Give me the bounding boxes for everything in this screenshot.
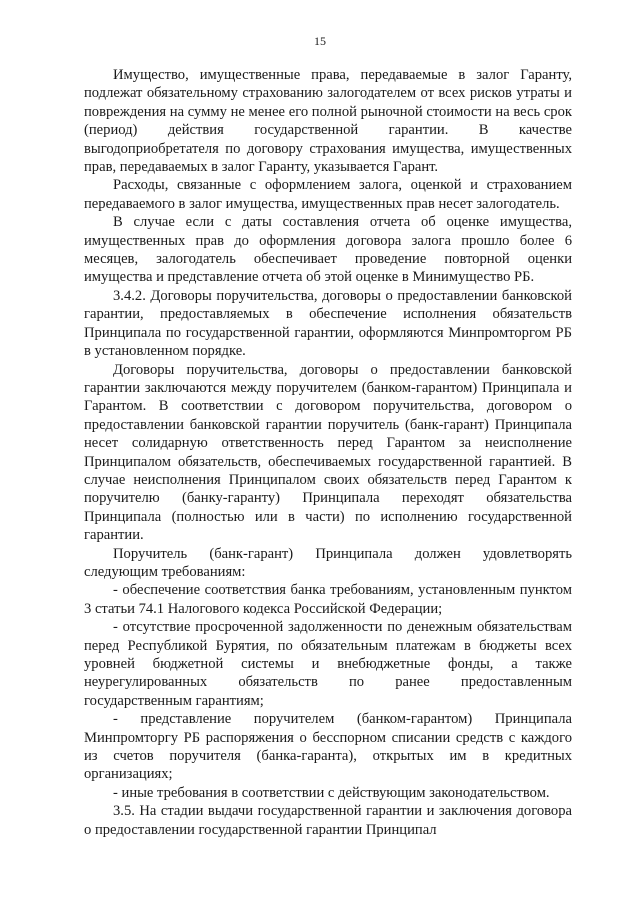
list-item-other-requirements: - иные требования в соответствии с действующим законодательством. <box>113 784 550 801</box>
paragraph-section-3-5: 3.5. На стадии выдачи государственной гарантии и заключения договора о предоставлении государственной гарантии Принципал <box>84 803 572 838</box>
list-item-bank-compliance: - обеспечение соответствия банка требованиям, установленным пунктом 3 статьи 74.1 Налогового кодекса Российской Федерации; <box>84 582 572 617</box>
paragraph-section-3-4-2: 3.4.2. Договоры поручительства, договоры о предоставлении банковской гарантии, предоставляемых в обеспечение исполнения обязательств Принципала по государственной гарантии, оформляются Минпромторгом РБ в установленном порядке. <box>84 287 572 360</box>
paragraph-revaluation: В случае если с даты составления отчета об оценке имущества, имущественных прав до оформления договора залога прошло более 6 месяцев, залогодатель обеспечивает проведение повторной оценки имущества и представление отчета об этой оценке в Минимущество РБ. <box>84 214 572 286</box>
paragraph-surety-agreements: Договоры поручительства, договоры о предоставлении банковской гарантии заключаются между поручителем (банком-гарантом) Принципала и Гарантом. В соответствии с договором поручительства, договором о предоставлении банковской гарантии поручитель (банк-гарант) Принципала несет солидарную ответственность перед Гарантом за неисполнение Принципалом обязательств, обеспечиваемых государственной гарантией. В случае неисполнения Принципалом своих обязательств перед Гарантом к поручителю (банку-гаранту) Принципала переходят обязательства Принципала (полностью или в части) по исполнению государственной гарантии. <box>84 361 572 544</box>
paragraph-pledge-costs: Расходы, связанные с оформлением залога, оценкой и страхованием передаваемого в залог имущества, имущественных прав несет залогодатель. <box>84 177 572 212</box>
paragraph-surety-requirements-intro: Поручитель (банк-гарант) Принципала должен удовлетворять следующим требованиям: <box>84 545 572 580</box>
list-item-debit-order: - представление поручителем (банком-гарантом) Принципала Минпромторгу РБ распоряжения о бесспорном списании средств с каждого из счетов поручителя (банка-гаранта), открытых им в кредитных организациях; <box>84 711 572 783</box>
list-item-no-overdue-debt: - отсутствие просроченной задолженности по денежным обязательствам перед Республикой Бурятия, по обязательным платежам в бюджеты всех уровней бюджетной системы и внебюджетные фонды, а также неурегулированных обязательств по ранее предоставленным государственным гарантиям; <box>84 619 572 709</box>
document-body <box>84 66 572 839</box>
page-number: 15 <box>314 34 326 48</box>
paragraph-pledge-insurance: Имущество, имущественные права, передаваемые в залог Гаранту, подлежат обязательному страхованию залогодателем от всех рисков утраты и повреждения на сумму не менее его полной рыночной стоимости на весь срок (период) действия государственной гарантии. В качестве выгодоприобретателя по договору страхования имущества, имущественных прав, передаваемых в залог Гаранту, указывается Гарант. <box>84 67 572 176</box>
